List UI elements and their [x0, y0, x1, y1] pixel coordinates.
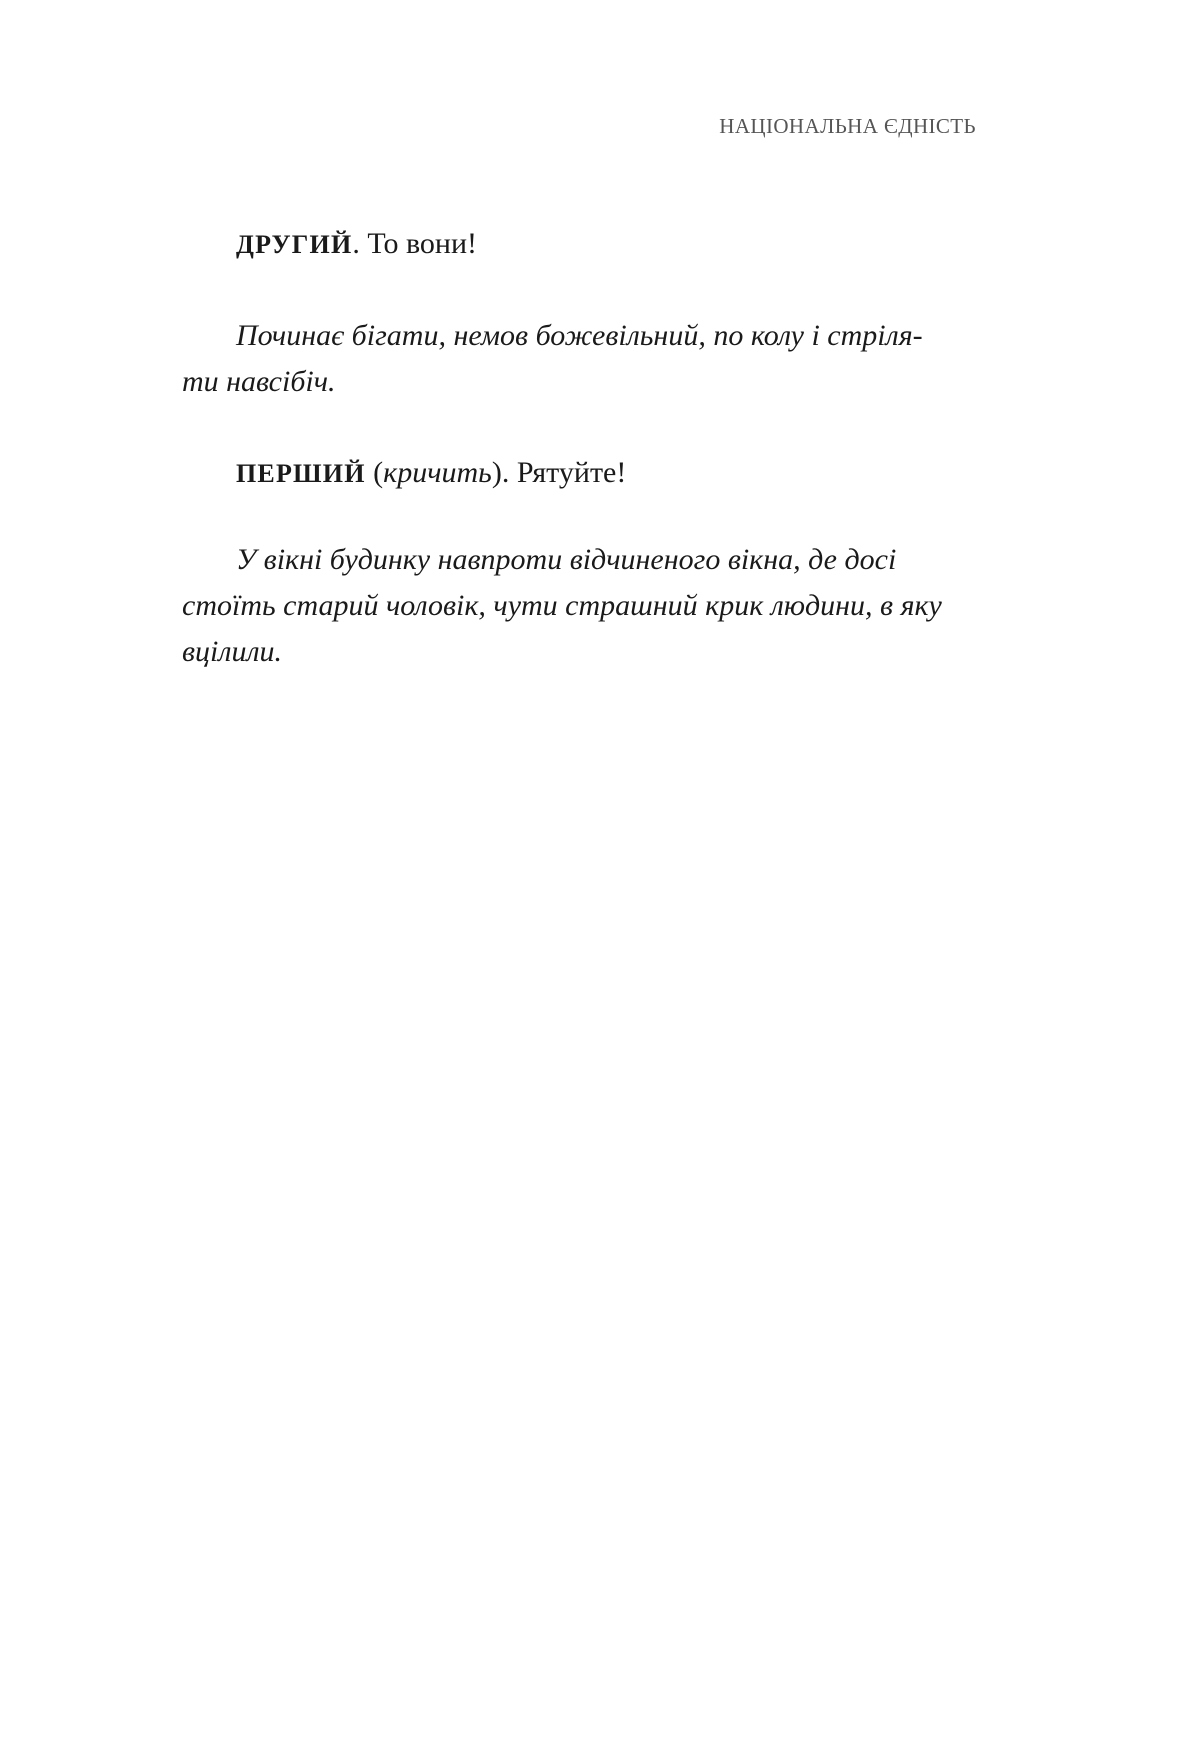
stage-direction	[182, 313, 977, 405]
dialogue-line	[182, 450, 977, 497]
speaker-name: ПЕРШИЙ	[236, 459, 366, 488]
close-paren: )	[491, 456, 502, 489]
speaker-punctuation: .	[501, 456, 517, 489]
stage-direction	[182, 537, 977, 675]
open-paren: (	[365, 456, 384, 489]
stage-direction-line: вцілили.	[182, 635, 283, 668]
speaker-punctuation: .	[352, 227, 368, 260]
dialogue-line	[182, 221, 977, 268]
stage-direction-line: стоїть старий чоловік, чути страшний крик людини, в яку	[182, 589, 942, 622]
stage-direction-line: ти навсібіч.	[182, 365, 336, 398]
running-header: НАЦІОНАЛЬНА ЄДНІСТЬ	[719, 114, 976, 138]
dialogue-text: Рятуйте!	[516, 456, 627, 489]
speaker-name: ДРУГИЙ	[236, 230, 353, 259]
stage-remark: кричить	[383, 456, 492, 489]
dialogue-text: То вони!	[367, 227, 478, 260]
stage-direction-line: У вікні будинку навпроти відчиненого вікна, де досі	[236, 543, 897, 576]
stage-direction-line: Починає бігати, немов божевільний, по колу і стріля-	[236, 319, 923, 352]
